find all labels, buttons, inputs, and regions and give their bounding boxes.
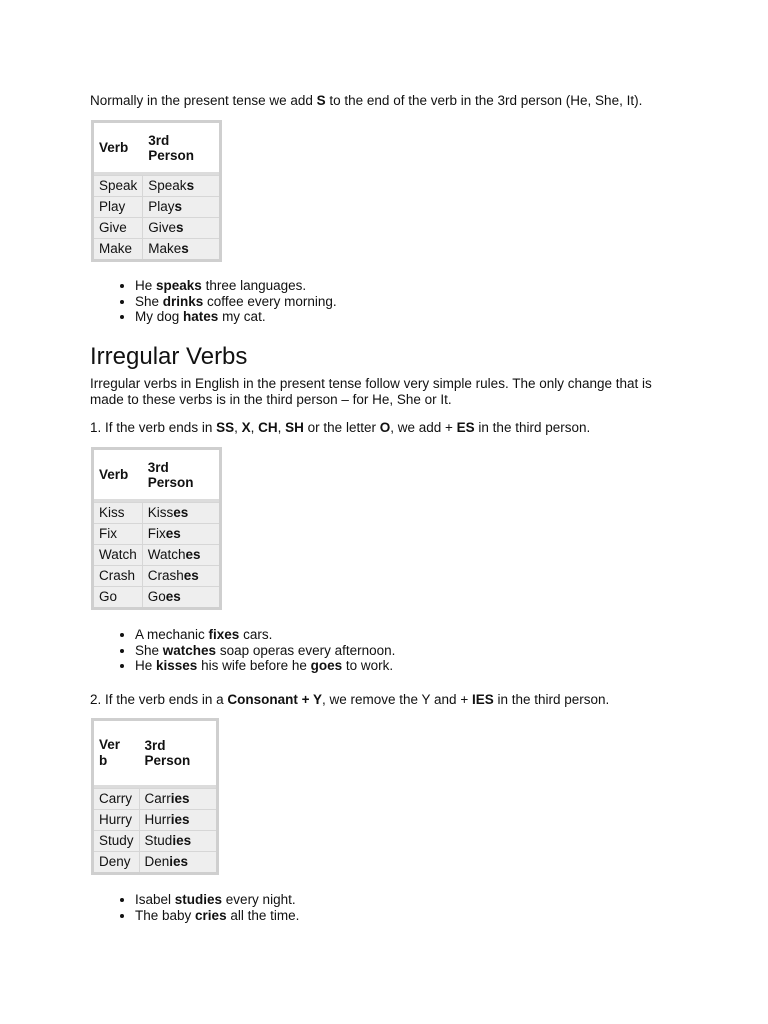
table-row xyxy=(94,565,219,586)
verb-table-regular xyxy=(91,120,222,262)
verb-table-es xyxy=(91,447,222,610)
list-item: • A mechanic fixes cars. xyxy=(135,627,395,643)
table-row xyxy=(94,175,219,196)
verb-cell: Kiss xyxy=(94,502,143,523)
table-row xyxy=(94,238,219,259)
third-person-cell: Makes xyxy=(143,238,219,259)
column-header-3rd-person: 3rd Person xyxy=(140,721,216,785)
rule-es-text: 1. If the verb ends in SS, X, CH, SH or the letter O, we add + ES in the third person. xyxy=(90,420,591,435)
verb-cell: Play xyxy=(94,196,143,217)
table-row xyxy=(94,809,216,830)
third-person-cell: Crashes xyxy=(143,565,219,586)
column-header-3rd-person: 3rd Person xyxy=(143,450,219,499)
column-header-verb: Verb xyxy=(94,123,143,172)
irregular-intro-paragraph: Irregular verbs in English in the present tense follow very simple rules. The only change that is made to these verbs is in the third person – for He, She or It. xyxy=(90,376,652,407)
verb-cell: Crash xyxy=(94,565,143,586)
table-header-row xyxy=(94,123,219,172)
third-person-cell: Speaks xyxy=(143,175,219,196)
table-row xyxy=(94,217,219,238)
third-person-cell: Plays xyxy=(143,196,219,217)
verb-cell: Speak xyxy=(94,175,143,196)
table-row xyxy=(94,788,216,809)
list-item: • The baby cries all the time. xyxy=(135,908,299,924)
third-person-cell: Watches xyxy=(143,544,219,565)
verb-cell: Watch xyxy=(94,544,143,565)
third-person-cell: Kisses xyxy=(143,502,219,523)
verb-cell: Go xyxy=(94,586,143,607)
list-item: • She watches soap operas every afternoon. xyxy=(135,643,395,659)
third-person-cell: Gives xyxy=(143,217,219,238)
verb-cell: Carry xyxy=(94,788,140,809)
third-person-cell: Carries xyxy=(140,788,216,809)
table-row xyxy=(94,502,219,523)
list-item: • My dog hates my cat. xyxy=(135,309,337,325)
list-item: • He speaks three languages. xyxy=(135,278,337,294)
table-header-row xyxy=(94,721,216,785)
example-list-ies xyxy=(90,892,299,923)
table-row xyxy=(94,523,219,544)
section-heading: Irregular Verbs xyxy=(90,343,248,370)
intro-text: Normally in the present tense we add S to the end of the verb in the 3rd person (He, She, It). xyxy=(90,93,643,108)
table-row xyxy=(94,196,219,217)
verb-table-ies xyxy=(91,718,219,875)
list-item: • She drinks coffee every morning. xyxy=(135,294,337,310)
verb-cell: Make xyxy=(94,238,143,259)
third-person-cell: Hurries xyxy=(140,809,216,830)
verb-cell: Give xyxy=(94,217,143,238)
verb-cell: Study xyxy=(94,830,140,851)
column-header-verb: Verb xyxy=(94,450,143,499)
third-person-cell: Studies xyxy=(140,830,216,851)
third-person-cell: Goes xyxy=(143,586,219,607)
third-person-cell: Fixes xyxy=(143,523,219,544)
column-header-3rd-person: 3rd Person xyxy=(143,123,219,172)
verb-cell: Deny xyxy=(94,851,140,872)
table-header-row xyxy=(94,450,219,499)
verb-cell: Fix xyxy=(94,523,143,544)
third-person-cell: Denies xyxy=(140,851,216,872)
list-item: • Isabel studies every night. xyxy=(135,892,299,908)
verb-cell: Hurry xyxy=(94,809,140,830)
example-list-es xyxy=(90,627,395,674)
table-row xyxy=(94,830,216,851)
table-row xyxy=(94,851,216,872)
list-item: • He kisses his wife before he goes to work. xyxy=(135,658,395,674)
rule-ies-text: 2. If the verb ends in a Consonant + Y, we remove the Y and + IES in the third person. xyxy=(90,692,610,707)
table-row xyxy=(94,586,219,607)
column-header-verb: Ver b xyxy=(94,721,140,785)
example-list-regular xyxy=(90,278,337,325)
table-row xyxy=(94,544,219,565)
